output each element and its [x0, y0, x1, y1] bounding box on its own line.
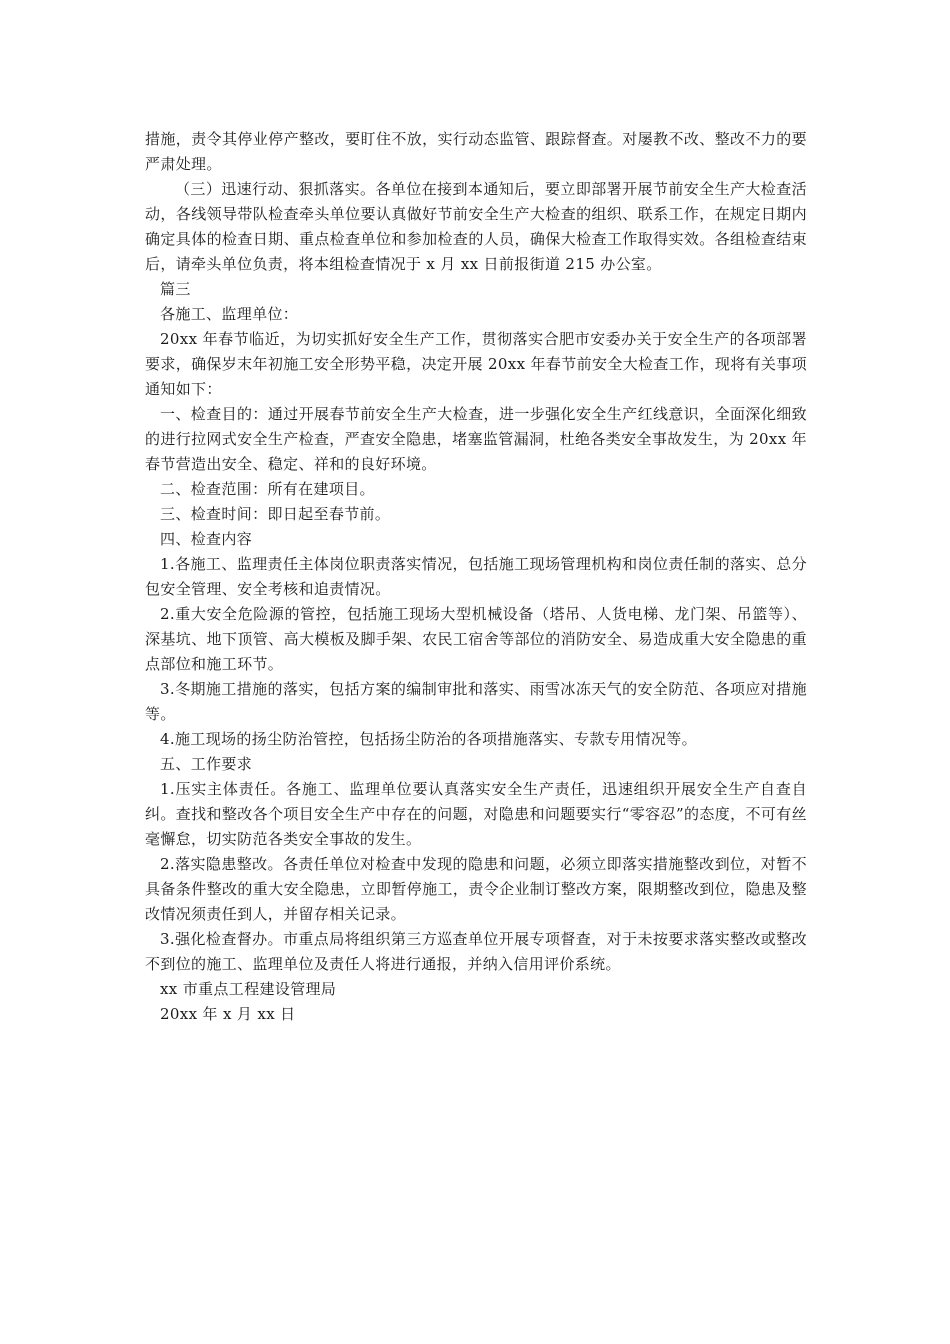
- list-item: 3.冬期施工措施的落实，包括方案的编制审批和落实、雨雪冰冻天气的安全防范、各项应对措施等。: [145, 680, 807, 723]
- signature-date: 20xx 年 x 月 xx 日: [160, 1005, 296, 1023]
- signature-organization: xx 市重点工程建设管理局: [160, 980, 337, 998]
- paragraph: 一、检查目的：通过开展春节前安全生产大检查，进一步强化安全生产红线意识，全面深化细致的进行拉网式安全生产检查，严查安全隐患，堵塞监管漏洞，杜绝各类安全事故发生，为 20xx 年春节营造出安全、稳定、祥和的良好环境。: [145, 405, 807, 473]
- paragraph: （三）迅速行动、狠抓落实。各单位在接到本通知后，要立即部署开展节前安全生产大检查活动，各线领导带队检查牵头单位要认真做好节前安全生产大检查的组织、联系工作，在规定日期内确定具体的检查日期、重点检查单位和参加检查的人员，确保大检查工作取得实效。各组检查结束后，请牵头单位负责，将本组检查情况于 x 月 xx 日前报街道 215 办公室。: [145, 180, 807, 273]
- paragraph: 20xx 年春节临近，为切实抓好安全生产工作，贯彻落实合肥市安委办关于安全生产的各项部署要求，确保岁末年初施工安全形势平稳，决定开展 20xx 年春节前安全大检查工作，现将有关事项通知如下：: [145, 330, 807, 398]
- paragraph: 三、检查时间：即日起至春节前。: [160, 505, 391, 523]
- list-item: 3.强化检查督办。市重点局将组织第三方巡查单位开展专项督查，对于未按要求落实整改或整改不到位的施工、监理单位及责任人将进行通报，并纳入信用评价系统。: [145, 930, 807, 973]
- list-item: 2.重大安全危险源的管控，包括施工现场大型机械设备（塔吊、人货电梯、龙门架、吊篮等）、深基坑、地下顶管、高大模板及脚手架、农民工宿舍等部位的消防安全、易造成重大安全隐患的重点部位和施工环节。: [145, 605, 807, 673]
- document-body: [145, 127, 807, 1027]
- salutation: 各施工、监理单位：: [160, 305, 299, 323]
- paragraph: 措施，责令其停业停产整改，要盯住不放，实行动态监管、跟踪督查。对屡教不改、整改不力的要严肃处理。: [145, 130, 807, 173]
- list-item: 4.施工现场的扬尘防治管控，包括扬尘防治的各项措施落实、专款专用情况等。: [160, 730, 697, 748]
- list-item: 2.落实隐患整改。各责任单位对检查中发现的隐患和问题，必须立即落实措施整改到位，对暂不具备条件整改的重大安全隐患，立即暂停施工，责令企业制订整改方案，限期整改到位，隐患及整改情况须责任到人，并留存相关记录。: [145, 855, 807, 923]
- section-heading: 四、检查内容: [160, 530, 253, 548]
- list-item: 1.压实主体责任。各施工、监理单位要认真落实安全生产责任，迅速组织开展安全生产自查自纠。查找和整改各个项目安全生产中存在的问题，对隐患和问题要实行“零容忍”的态度，不可有丝毫懈怠，切实防范各类安全事故的发生。: [145, 780, 807, 848]
- list-item: 1.各施工、监理责任主体岗位职责落实情况，包括施工现场管理机构和岗位责任制的落实、总分包安全管理、安全考核和追责情况。: [145, 555, 807, 598]
- section-heading: 篇三: [160, 280, 191, 298]
- section-heading: 五、工作要求: [160, 755, 253, 773]
- paragraph: 二、检查范围：所有在建项目。: [160, 480, 375, 498]
